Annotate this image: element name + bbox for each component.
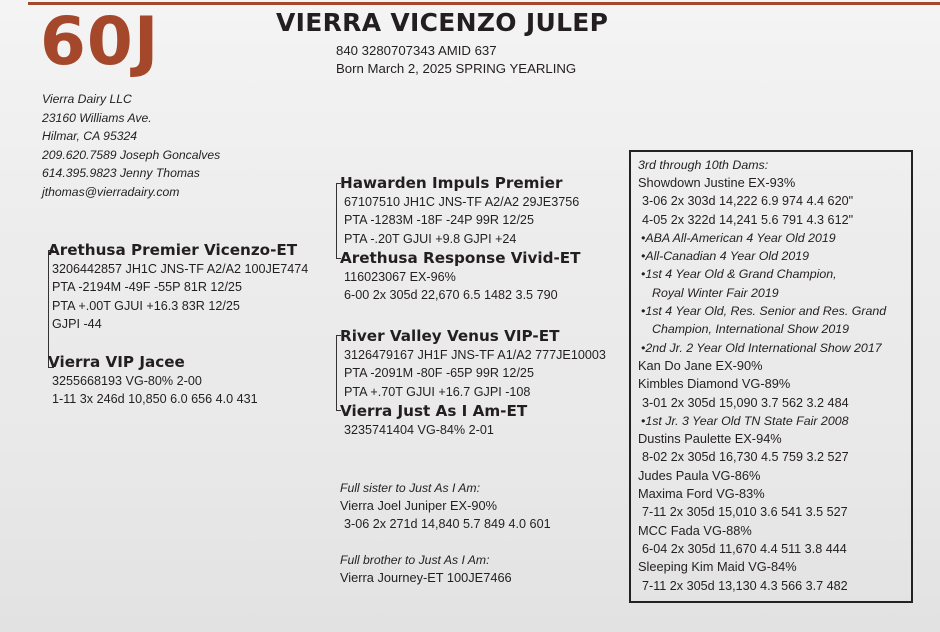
maternal-grandsire-block — [340, 326, 606, 401]
dam-award: Royal Winter Fair 2019 — [652, 285, 779, 300]
dam-record: 7-11 2x 305d 13,130 4.3 566 3.7 482 — [642, 578, 848, 593]
full-sister-note — [340, 479, 551, 533]
maternal-grandsire-line: PTA +.70T GJUI +16.7 GJPI -108 — [344, 384, 531, 399]
dam-name: Showdown Justine EX-93% — [638, 175, 796, 190]
full-brother-name: Vierra Journey-ET 100JE7466 — [340, 570, 512, 585]
dam-name: Maxima Ford VG-83% — [638, 486, 765, 502]
dam-award: •2nd Jr. 2 Year Old International Show 2017 — [641, 340, 882, 355]
dam-record: 6-04 2x 305d 11,670 4.4 511 3.8 444 — [642, 541, 847, 556]
maternal-granddam-line: 3235741404 VG-84% 2-01 — [344, 423, 494, 437]
dam-award: •1st 4 Year Old, Res. Senior and Res. Grand — [641, 304, 887, 319]
consignor-line: 209.620.7589 Joseph Goncalves — [42, 147, 221, 162]
animal-name: VIERRA VICENZO JULEP — [276, 8, 609, 37]
dam-name: Kan Do Jane EX-90% — [638, 357, 763, 373]
paternal-granddam-line: 116023067 EX-96% — [344, 270, 456, 284]
paternal-grandsire-name: Hawarden Impuls Premier — [340, 174, 563, 192]
dam-record: 3-06 2x 303d 14,222 6.9 974 4.4 620" — [642, 194, 854, 209]
full-sister-label: Full sister to Just As I Am: — [340, 481, 480, 495]
dam-name: MCC Fada VG-88% — [638, 522, 752, 538]
dam-name: Vierra VIP Jacee — [48, 353, 185, 371]
maternal-granddam-block — [340, 401, 527, 439]
dam-line: 1-11 3x 246d 10,850 6.0 656 4.0 431 — [52, 392, 258, 407]
dam-name: Dustins Paulette EX-94% — [638, 431, 782, 447]
sire-line: PTA +.00T GJUI +16.3 83R 12/25 — [52, 298, 240, 313]
sire-line: 3206442857 JH1C JNS-TF A2/A2 100JE7474 — [52, 262, 309, 276]
sire-line: PTA -2194M -49F -55P 81R 12/25 — [52, 280, 242, 295]
paternal-granddam-line: 6-00 2x 305d 22,670 6.5 1482 3.5 790 — [344, 288, 558, 303]
dam-block — [48, 352, 258, 409]
top-rule — [28, 2, 940, 5]
paternal-granddam-name: Arethusa Response Vivid-ET — [340, 249, 581, 267]
maternal-grandsire-line: 3126479167 JH1F JNS-TF A1/A2 777JE10003 — [344, 348, 606, 362]
consignor-line: Vierra Dairy LLC — [42, 92, 132, 106]
paternal-grandsire-line: 67107510 JH1C JNS-TF A2/A2 29JE3756 — [344, 195, 580, 209]
paternal-grandsire-line: PTA -1283M -18F -24P 99R 12/25 — [344, 213, 534, 228]
dam-award: •All-Canadian 4 Year Old 2019 — [641, 249, 810, 264]
maternal-grandsire-name: River Valley Venus VIP-ET — [340, 327, 560, 345]
dam-record: 7-11 2x 305d 15,010 3.6 541 3.5 527 — [642, 505, 848, 520]
lot-number: 60J — [40, 3, 160, 80]
consignor-info — [42, 90, 220, 201]
dams-box-title: 3rd through 10th Dams: — [638, 158, 769, 172]
consignor-email: jthomas@vierradairy.com — [42, 184, 180, 199]
animal-born-line: Born March 2, 2025 SPRING YEARLING — [336, 61, 577, 76]
dam-award: •1st Jr. 3 Year Old TN State Fair 2008 — [641, 413, 849, 428]
consignor-line: 23160 Williams Ave. — [42, 110, 152, 125]
dam-record: 8-02 2x 305d 16,730 4.5 759 3.2 527 — [642, 450, 849, 465]
dam-award: •1st 4 Year Old & Grand Champion, — [641, 267, 837, 282]
dam-name: Sleeping Kim Maid VG-84% — [638, 559, 797, 575]
maternal-grandsire-line: PTA -2091M -80F -65P 99R 12/25 — [344, 366, 534, 381]
dam-line: 3255668193 VG-80% 2-00 — [52, 374, 202, 388]
paternal-grandsire-line: PTA -.20T GJUI +9.8 GJPI +24 — [344, 231, 517, 246]
full-sister-record: 3-06 2x 271d 14,840 5.7 849 4.0 601 — [344, 517, 551, 531]
dam-name: Kimbles Diamond VG-89% — [638, 376, 791, 392]
full-sister-name: Vierra Joel Juniper EX-90% — [340, 498, 497, 513]
paternal-grandsire-block — [340, 173, 579, 248]
dam-award: •ABA All-American 4 Year Old 2019 — [641, 230, 836, 245]
dam-record: 3-01 2x 305d 15,090 3.7 562 3.2 484 — [642, 395, 849, 410]
paternal-granddam-block — [340, 248, 581, 305]
consignor-line: Hilmar, CA 95324 — [42, 129, 138, 143]
maternal-granddam-name: Vierra Just As I Am-ET — [340, 402, 528, 420]
animal-id-line: 840 3280707343 AMID 637 — [336, 43, 497, 58]
dam-name: Judes Paula VG-86% — [638, 467, 761, 483]
sire-name: Arethusa Premier Vicenzo-ET — [48, 241, 298, 259]
full-brother-label: Full brother to Just As I Am: — [340, 553, 490, 567]
sire-block — [48, 240, 308, 333]
consignor-line: 614.395.9823 Jenny Thomas — [42, 166, 200, 180]
dam-award: Champion, International Show 2019 — [652, 322, 850, 337]
full-brother-note — [340, 551, 512, 587]
dam-record: 4-05 2x 322d 14,241 5.6 791 4.3 612" — [642, 212, 854, 227]
dams-list — [638, 174, 911, 595]
dams-box — [629, 150, 913, 603]
sire-line: GJPI -44 — [52, 316, 102, 331]
